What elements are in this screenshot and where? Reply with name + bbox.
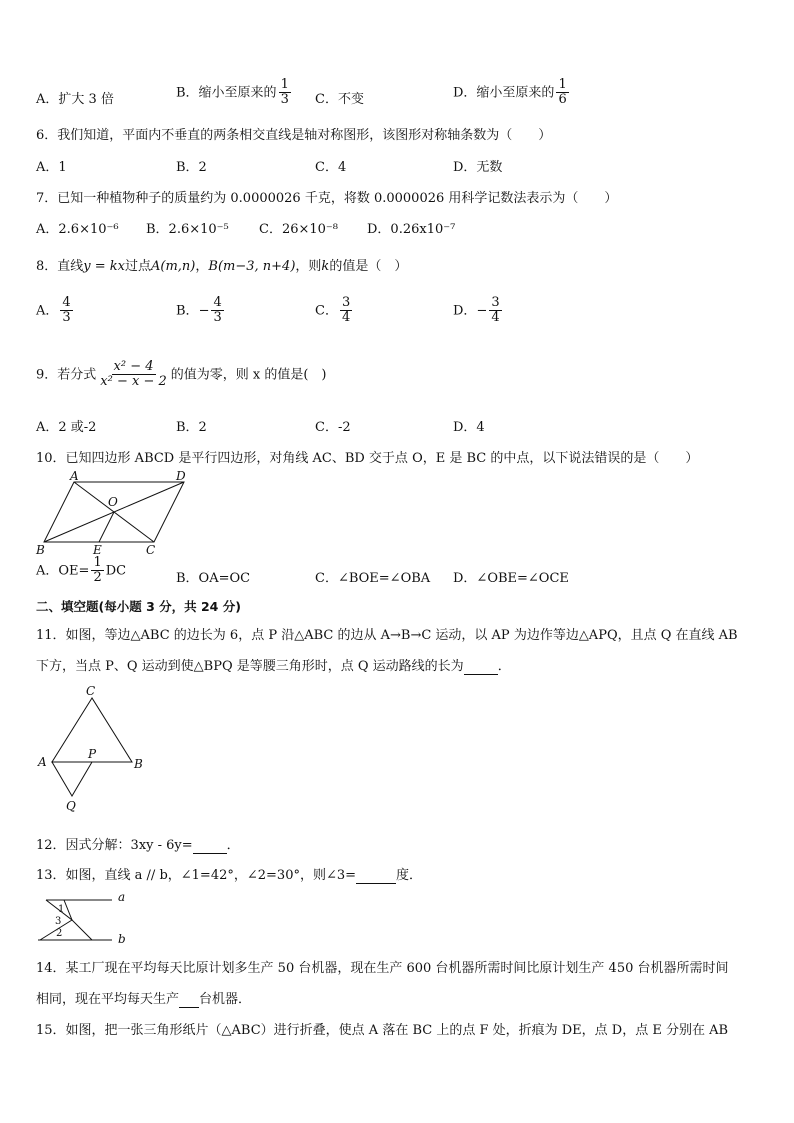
option-label: D．: [453, 303, 477, 319]
fraction-numerator: 4: [62, 295, 71, 310]
q8-option-a-fraction: [60, 296, 72, 326]
q8-point-a: A(m,n): [151, 259, 196, 274]
q15-line1: 15．如图，把一张三角形纸片（△ABC）进行折叠，使点 A 落在 BC 上的点 F 处，折痕为 DE，点 D，点 E 分别在 AB: [36, 1023, 729, 1038]
fraction-numerator: 1: [93, 555, 102, 570]
transversal-lower: [64, 900, 92, 940]
label-d: D: [176, 469, 186, 483]
q6-option-b: B．2: [176, 160, 207, 175]
q14-line2: [36, 988, 758, 1008]
option-sign: −: [198, 303, 210, 319]
q6-stem: 6．我们知道，平面内不垂直的两条相交直线是轴对称图形，该图形对称轴条数为（ ）: [36, 128, 552, 143]
label-c: C: [86, 684, 96, 698]
angle-1-label: 1: [58, 904, 65, 915]
q10-parallelogram-figure: [36, 470, 196, 556]
q6-option-d: D．无数: [453, 160, 503, 175]
q8-equation: y = kx: [83, 259, 125, 274]
option-label: B．: [176, 303, 199, 319]
q5-option-d-text: D．缩小至原来的: [453, 85, 555, 101]
q7-option-b: B．2.6×10⁻⁵: [146, 222, 229, 237]
q8-option-c-fraction: [340, 296, 352, 326]
q10-option-b: B．OA=OC: [176, 571, 251, 586]
q11-line2: [36, 655, 758, 675]
q11-line2-text: 下方，当点 P、Q 运动到使△BPQ 是等腰三角形时，点 Q 运动路线的长为: [36, 659, 464, 674]
q10-option-a-fraction: [91, 556, 103, 586]
label-a: A: [38, 755, 47, 769]
q13: [36, 864, 758, 884]
q5-option-b: [176, 78, 293, 108]
label-o: O: [108, 495, 118, 509]
label-e: E: [93, 543, 102, 557]
fraction-numerator: 1: [280, 77, 289, 92]
q5-option-b-text: B．缩小至原来的: [176, 85, 277, 101]
segment-oe: [99, 512, 114, 542]
q5-option-d: [453, 78, 571, 108]
label-a: A: [70, 469, 79, 483]
q12-end: ．: [226, 838, 240, 853]
fraction-denominator: 4: [341, 310, 351, 326]
label-b: B: [134, 757, 143, 771]
fraction-denominator: 3: [213, 310, 222, 326]
q8-k-variable: k: [321, 259, 330, 274]
q8-stem-text: 的值是（ ）: [329, 259, 408, 274]
fraction-numerator: x² − 4: [113, 359, 154, 374]
q12-text: 12．因式分解：3xy - 6y=: [36, 838, 193, 853]
fraction-denominator: 4: [491, 310, 500, 326]
q7-option-a: A．2.6×10⁻⁶: [36, 222, 119, 237]
fraction-denominator: 3: [62, 310, 71, 326]
q7-option-d: D．0.26x10⁻⁷: [367, 222, 456, 237]
q13-end: 度．: [396, 868, 423, 883]
triangle-apq: [52, 762, 92, 796]
q9-fraction: [98, 360, 168, 390]
q14-line2-text: 相同，现在平均每天生产: [36, 992, 180, 1007]
q8-option-b: [176, 296, 226, 326]
q9-option-d: D．4: [453, 420, 485, 435]
q13-parallel-lines-figure: [36, 888, 146, 946]
q8-option-c: [315, 296, 354, 326]
q10-option-a: [36, 556, 126, 586]
q6-option-c: C．4: [315, 160, 347, 175]
label-p: P: [88, 747, 97, 761]
section-heading-fill-blank: 二、填空题(每小题 3 分，共 24 分): [36, 599, 241, 614]
fraction-numerator: 4: [213, 295, 222, 310]
q14-line2-end: 台机器．: [199, 992, 252, 1007]
q8-stem-text: 过点: [125, 259, 152, 274]
q5-option-a: A．扩大 3 倍: [36, 92, 114, 107]
q13-answer-blank[interactable]: [356, 868, 396, 884]
q5-option-c: C．不变: [315, 92, 364, 107]
angle-3-label: 3: [55, 916, 62, 927]
q5-option-d-fraction: [556, 78, 568, 108]
q9-option-c: C．-2: [315, 420, 351, 435]
q9-stem-text: 的值为零，则 x 的值是( ): [170, 367, 327, 383]
q14-answer-blank[interactable]: [179, 992, 199, 1008]
q9-option-a: A．2 或-2: [36, 420, 97, 435]
q8-option-b-fraction: [211, 296, 223, 326]
q8-stem-text: 8．直线: [36, 259, 84, 274]
q10-option-d: D．∠OBE=∠OCE: [453, 571, 569, 586]
fraction-numerator: 3: [491, 295, 500, 310]
q8-stem: [36, 255, 758, 274]
label-a: a: [118, 890, 126, 904]
label-c: C: [146, 543, 156, 557]
q13-text: 13．如图，直线 a // b，∠1=42°，∠2=30°，则∠3=: [36, 868, 357, 883]
q11-answer-blank[interactable]: [464, 659, 498, 675]
q10-option-a-text: A．OE=: [36, 563, 90, 579]
q7-stem: 7．已知一种植物种子的质量约为 0.0000026 千克，将数 0.0000026 用科学记数法表示为（ ）: [36, 191, 618, 206]
fraction-numerator: 1: [558, 77, 567, 92]
q8-point-b: B(m−3, n+4): [208, 259, 296, 274]
q12: [36, 834, 758, 854]
q6-option-a: A．1: [36, 160, 67, 175]
fraction-numerator: 3: [341, 295, 351, 310]
q7-option-c: C．26×10⁻⁸: [259, 222, 338, 237]
fraction-denominator: 3: [280, 92, 289, 108]
fraction-denominator: x² − x − 2: [100, 374, 167, 390]
q9-stem: [36, 360, 758, 390]
fraction-denominator: 6: [558, 92, 567, 108]
option-sign: −: [476, 303, 488, 319]
q11-triangle-figure: [36, 684, 156, 814]
q8-stem-text: ，则: [295, 259, 322, 274]
q8-option-d: [453, 296, 504, 326]
label-q: Q: [66, 799, 76, 813]
q10-option-c: C．∠BOE=∠OBA: [315, 571, 431, 586]
q10-stem: 10．已知四边形 ABCD 是平行四边形，对角线 AC、BD 交于点 O，E 是 BC 的中点，以下说法错误的是（ ）: [36, 451, 699, 466]
angle-2-label: 2: [56, 928, 63, 939]
q14-line1: 14．某工厂现在平均每天比原计划多生产 50 台机器，现在生产 600 台机器所需时间比原计划生产 450 台机器所需时间: [36, 961, 729, 976]
q12-answer-blank[interactable]: [193, 838, 227, 854]
option-label: A．: [36, 303, 59, 319]
q10-option-a-text: DC: [105, 563, 127, 579]
q8-option-a: [36, 296, 75, 326]
q9-option-b: B．2: [176, 420, 207, 435]
option-label: C．: [315, 303, 338, 319]
label-b: B: [36, 543, 45, 557]
q5-option-b-fraction: [279, 78, 291, 108]
label-b: b: [118, 932, 126, 946]
fraction-denominator: 2: [93, 570, 102, 586]
q9-stem-text: 9．若分式: [36, 367, 97, 383]
q8-separator: ，: [195, 259, 209, 274]
q11-line1: 11．如图，等边△ABC 的边长为 6，点 P 沿△ABC 的边从 A→B→C 运动，以 AP 为边作等边△APQ，且点 Q 在直线 AB: [36, 628, 738, 643]
q11-line2-end: ．: [497, 659, 511, 674]
q8-option-d-fraction: [489, 296, 501, 326]
